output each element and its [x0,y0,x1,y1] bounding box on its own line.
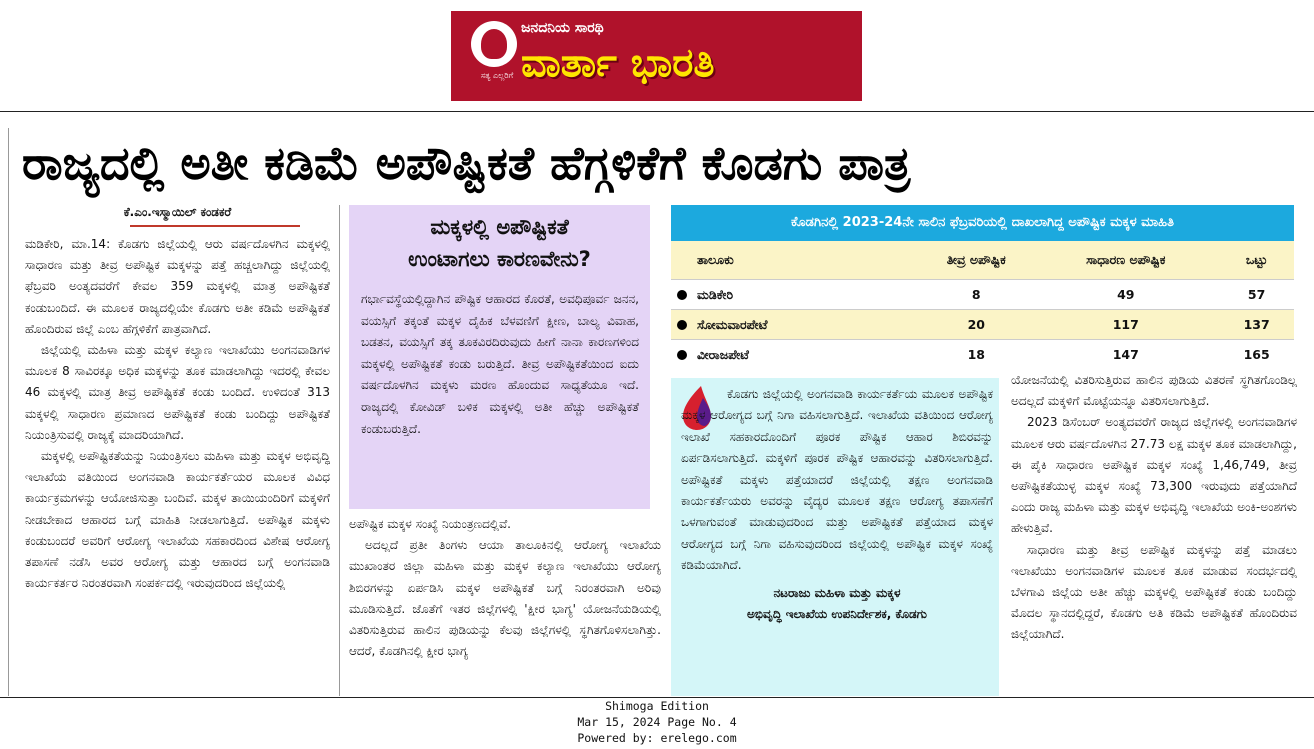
table-row [671,280,1294,310]
article-column-1 [25,234,330,696]
header-total: ಒಟ್ಟು [1219,241,1294,280]
paragraph: ಅದಲ್ಲದೆ ಪ್ರತೀ ತಿಂಗಳು ಆಯಾ ತಾಲೂಕಿನಲ್ಲಿ ಆರೋಗ್ಯ ಇಲಾಖೆಯ ಮುಖಾಂತರ ಜಿಲ್ಲಾ ಮಹಿಳಾ ಮತ್ತು ಮಕ್ಕಳ ಕಲ್ಯಾಣ ಇಲಾಖೆಯು ಆರೋಗ್ಯ ಶಿಬಿರಗಳನ್ನು ಏರ್ಪಡಿಸಿ ಮಕ್ಕಳ ಅಪೌಷ್ಟಿಕತೆ ಬಗ್ಗೆ ನಿರಂತರವಾಗಿ ಅರಿವು ಮೂಡಿಸುತ್ತಿದೆ. ಜೊತೆಗೆ ಇತರ ಜಿಲ್ಲೆಗಳಲ್ಲಿ 'ಕ್ಷೀರ ಭಾಗ್ಯ' ಯೋಜನೆಯಡಿಯಲ್ಲಿ ವಿತರಿಸುತ್ತಿರುವ ಹಾಲಿನ ಪುಡಿಯನ್ನು ಕೆಲವು ಜಿಲ್ಲೆಗಳಲ್ಲಿ ಸ್ಥಗಿತಗೊಳಿಸಲಾಗಿತ್ತು. ಆದರೆ, ಕೊಡಗಿನಲ್ಲಿ ಕ್ಷೀರ ಭಾಗ್ಯ [349,538,661,659]
table-title: ಕೊಡಗಿನಲ್ಲಿ 2023-24ನೇ ಸಾಲಿನ ಫೆಬ್ರವರಿಯಲ್ಲಿ ದಾಖಲಾಗಿದ್ದ ಅಪೌಷ್ಟಿಕ ಮಕ್ಕಳ ಮಾಹಿತಿ [671,205,1294,241]
masthead-tagline: ಜನದನಿಯ ಸಾರಥಿ [521,20,604,36]
quote-body: ಕೊಡಗು ಜಿಲ್ಲೆಯಲ್ಲಿ ಅಂಗನವಾಡಿ ಕಾರ್ಯಕರ್ತೆಯ ಮೂಲಕ ಅಪೌಷ್ಟಿಕ ಮಕ್ಕಳ ಆರೋಗ್ಯದ ಬಗ್ಗೆ ನಿಗಾ ವಹಿಸಲಾಗುತ್ತಿದೆ. ಇಲಾಖೆಯ ವತಿಯಿಂದ ಆರೋಗ್ಯ ಇಲಾಖೆ ಸಹಕಾರದೊಂದಿಗೆ ಪೂರಕ ಪೌಷ್ಟಿಕ ಆಹಾರ ಶಿಬಿರವನ್ನು ಏರ್ಪಡಿಸಲಾಗುತ್ತಿದೆ. ಮಕ್ಕಳಿಗೆ ಪೂರಕ ಪೌಷ್ಟಿಕ ಆಹಾರವನ್ನು ವಿತರಿಸಲಾಗುತ್ತಿದೆ. ಅಪೌಷ್ಟಿಕತೆ ಮಕ್ಕಳು ಪತ್ತೆಯಾದರೆ ಜಿಲ್ಲೆಯಲ್ಲಿ ತಕ್ಷಣ ಅಂಗನವಾಡಿ ಕಾರ್ಯಕರ್ತೆಯರು ಅವರನ್ನು ವೈದ್ಯರ ಮೂಲಕ ತಕ್ಷಣ ಆರೋಗ್ಯ ತಪಾಸಣೆಗೆ ಒಳಗಾಗುವಂತೆ ಮಾಡುವುದರಿಂದ ಮತ್ತು ಅಪೌಷ್ಟಿಕತೆ ಪತ್ತೆಯಾದ ಮಕ್ಕಳ ಆರೋಗ್ಯದ ಬಗ್ಗೆ ನಿಗಾ ವಹಿಸುವುದರಿಂದ ಜಿಲ್ಲೆಯಲ್ಲಿ ಅಪೌಷ್ಟಿಕ ಮಕ್ಕಳ ಸಂಖ್ಯೆ ಕಡಿಮೆಯಾಗಿದೆ. [681,387,993,573]
paragraph: ಜಿಲ್ಲೆಯಲ್ಲಿ ಮಹಿಳಾ ಮತ್ತು ಮಕ್ಕಳ ಕಲ್ಯಾಣ ಇಲಾಖೆಯು ಅಂಗನವಾಡಿಗಳ ಮೂಲಕ 8 ಸಾವಿರಕ್ಕೂ ಅಧಿಕ ಮಕ್ಕಳನ್ನು ತೂಕ ಮಾಡಲಾಗಿದ್ದು ಇದರಲ್ಲಿ ಕೇವಲ 46 ಮಕ್ಕಳಲ್ಲಿ ಮಾತ್ರ ತೀವ್ರ ಅಪೌಷ್ಟಿಕತೆ ಕಂಡು ಬಂದಿದೆ. ಉಳಿದಂತೆ 313 ಮಕ್ಕಳಲ್ಲಿ ಸಾಧಾರಣ ಪ್ರಮಾಣದ ಅಪೌಷ್ಟಿಕತೆ ಕಂಡು ಬಂದಿದ್ದು ಅಪೌಷ್ಟಿಕತೆ ನಿಯಂತ್ರಿಸುವಲ್ಲಿ ರಾಜ್ಯಕ್ಕೆ ಮಾದರಿಯಾಗಿದೆ. [25,343,330,442]
masthead-title: ವಾರ್ತಾ ಭಾರತಿ [521,40,715,86]
logo-tagline: ಸತ್ಯ ಎಲ್ಲರಿಗೆ [480,71,514,80]
row-total: 57 [1247,287,1266,302]
header-taluk: ತಾಲೂಕು [671,241,920,280]
table-header-row [671,241,1294,280]
row-taluk: ಮಡಿಕೇರಿ [697,286,734,302]
quote-signature-line1: ನಟರಾಜು ಮಹಿಳಾ ಮತ್ತು ಮಕ್ಕಳ [773,585,901,600]
page-footer [0,698,1314,746]
row-total: 137 [1243,317,1270,332]
malnutrition-table [671,205,1294,365]
bullet-icon [677,290,687,300]
paragraph: ಮಡಿಕೇರಿ, ಮಾ.14: ಕೊಡಗು ಜಿಲ್ಲೆಯಲ್ಲಿ ಆರು ವರ್ಷದೊಳಗಿನ ಮಕ್ಕಳಲ್ಲಿ ಸಾಧಾರಣ ಮತ್ತು ತೀವ್ರ ಅಪೌಷ್ಟಿಕ ಮಕ್ಕಳನ್ನು ಪತ್ತೆ ಹಚ್ಚಲಾಗಿದ್ದು ಜಿಲ್ಲೆಯಲ್ಲಿ ಫೆಬ್ರವರಿ ಅಂತ್ಯದವರೆಗೆ ಕೇವಲ 359 ಮಕ್ಕಳಲ್ಲಿ ಮಾತ್ರ ಅಪೌಷ್ಟಿಕತೆ ಕಂಡುಬಂದಿದೆ. ಈ ಮೂಲಕ ರಾಜ್ಯದಲ್ಲಿಯೇ ಕೊಡಗು ಅತೀ ಕಡಿಮೆ ಅಪೌಷ್ಟಿಕತೆ ಹೊಂದಿರುವ ಜಿಲ್ಲೆ ಎಂಬ ಹೆಗ್ಗಳಿಕೆಗೆ ಪಾತ್ರವಾಗಿದೆ. [25,237,330,336]
paragraph: ಸಾಧಾರಣ ಮತ್ತು ತೀವ್ರ ಅಪೌಷ್ಟಿಕ ಮಕ್ಕಳನ್ನು ಪತ್ತೆ ಮಾಡಲು ಇಲಾಖೆಯು ಅಂಗನವಾಡಿಗಳ ಮೂಲಕ ತೂಕ ಮಾಡುವ ಸಂದರ್ಭದಲ್ಲಿ ಬೆಳಗಾವಿ ಜಿಲ್ಲೆಯ ಅತೀ ಹೆಚ್ಚು ಮಕ್ಕಳಲ್ಲಿ ಅಪೌಷ್ಟಿಕತೆ ಕಂಡು ಬಂದಿದ್ದು ಮೊದಲ ಸ್ಥಾನದಲ್ಲಿದ್ದರೆ, ಕೊಡಗು ಅತಿ ಕಡಿಮೆ ಅಪೌಷ್ಟಿಕತೆ ಹೊಂದಿರುವ ಜಿಲ್ಲೆಯಾಗಿದೆ. [1011,542,1297,642]
row-severe: 20 [967,317,985,332]
paragraph: ಯೋಜನೆಯಲ್ಲಿ ವಿತರಿಸುತ್ತಿರುವ ಹಾಲಿನ ಪುಡಿಯ ವಿತರಣೆ ಸ್ಥಗಿತಗೊಂಡಿಲ್ಲ ಅದಲ್ಲದೆ ಮಕ್ಕಳಿಗೆ ಮೊಟ್ಟೆಯನ್ನೂ ವಿತರಿಸಲಾಗುತ್ತಿದೆ. [1011,373,1297,409]
row-taluk: ಸೋಮವಾರಪೇಟೆ [697,316,768,332]
headline: ರಾಜ್ಯದಲ್ಲಿ ಅತೀ ಕಡಿಮೆ ಅಪೌಷ್ಟಿಕತೆ ಹೆಗ್ಗಳಿಕೆಗೆ ಕೊಡಗು ಪಾತ್ರ [22,136,911,190]
header-moderate: ಸಾಧಾರಣ ಅಪೌಷ್ಟಿಕ [1032,241,1219,280]
row-moderate: 49 [1117,287,1135,302]
row-moderate: 147 [1112,347,1139,362]
sidebar-title-line1: ಮಕ್ಕಳಲ್ಲಿ ಅಪೌಷ್ಟಿಕತೆ [430,215,569,239]
bullet-icon [677,350,687,360]
paragraph: ಮಕ್ಕಳಲ್ಲಿ ಅಪೌಷ್ಟಿಕತೆಯನ್ನು ನಿಯಂತ್ರಿಸಲು ಮಹಿಳಾ ಮತ್ತು ಮಕ್ಕಳ ಅಭಿವೃದ್ಧಿ ಇಲಾಖೆಯ ವತಿಯಿಂದ ಅಂಗನವಾಡಿ ಕಾರ್ಯಕರ್ತೆಯರ ಮೂಲಕ ವಿವಿಧ ಕಾರ್ಯಕ್ರಮಗಳನ್ನು ಆಯೋಜಿಸುತ್ತಾ ಬಂದಿವೆ. ಮಕ್ಕಳ ತಾಯಿಯಂದಿರಿಗೆ ಮಕ್ಕಳಿಗೆ ನೀಡಬೇಕಾದ ಆಹಾರದ ಬಗ್ಗೆ ಮಾಹಿತಿ ನೀಡಲಾಗುತ್ತಿದೆ. ಅಪೌಷ್ಟಿಕ ಮಕ್ಕಳು ಕಂಡುಬಂದರೆ ಅವರಿಗೆ ಆರೋಗ್ಯ ಇಲಾಖೆಯ ಸಹಕಾರದಿಂದ ವಿಶೇಷ ಆರೋಗ್ಯ ತಪಾಸಣೆ ನಡೆಸಿ ಅವರ ಆರೋಗ್ಯ ಮತ್ತು ಆಹಾರದ ಬಗ್ಗೆ ಅಂಗನವಾಡಿ ಕಾರ್ಯಕರ್ತರ ನಿರಂತರವಾಗಿ ಸಂಪರ್ಕದಲ್ಲಿ ಇರುವುದರಿಂದ ಜಿಲ್ಲೆಯಲ್ಲಿ [25,449,330,591]
data-table [671,241,1294,369]
header-severe: ತೀವ್ರ ಅಪೌಷ್ಟಿಕ [920,241,1032,280]
paragraph: ಅಪೌಷ್ಟಿಕ ಮಕ್ಕಳ ಸಂಖ್ಯೆ ನಿಯಂತ್ರಣದಲ್ಲಿವೆ. [349,517,511,531]
row-total: 165 [1243,347,1270,362]
byline-underline [130,225,300,227]
quote-box [671,378,999,696]
quote-signature-line2: ಅಭಿವೃದ್ಧಿ ಇಲಾಖೆಯ ಉಪನಿರ್ದೇಶಕ, ಕೊಡಗು [746,607,927,622]
logo-emblem [471,21,517,67]
top-divider [0,111,1314,112]
table-row [671,340,1294,370]
sidebar-body: ಗರ್ಭಾವಸ್ಥೆಯಲ್ಲಿದ್ದಾಗಿನ ಪೌಷ್ಟಿಕ ಆಹಾರದ ಕೊರತೆ, ಅವಧಿಪೂರ್ವ ಜನನ, ವಯಸ್ಸಿಗೆ ತಕ್ಕಂತೆ ಮಕ್ಕಳ ದೈಹಿಕ ಬೆಳವಣಿಗೆ ಕ್ಷೀಣ, ಬಾಲ್ಯ ವಿವಾಹ, ಬಡತನ, ವಯಸ್ಸಿಗೆ ತಕ್ಕ ತೂಕವಿರದಿರುವುದು ಹೀಗೆ ನಾನಾ ಕಾರಣಗಳಿಂದ ಮಕ್ಕಳಲ್ಲಿ ಅಪೌಷ್ಟಿಕತೆ ಕಂಡು ಬರುತ್ತಿದೆ. ತೀವ್ರ ಅಪೌಷ್ಟಿಕತೆಯಿಂದ ಐದು ವರ್ಷದೊಳಗಿನ ಮಕ್ಕಳು ಮರಣ ಹೊಂದುವ ಸಾಧ್ಯತೆಯೂ ಇದೆ. ರಾಜ್ಯದಲ್ಲಿ ಕೋವಿಡ್ ಬಳಿಕ ಮಕ್ಕಳಲ್ಲಿ ಅತೀ ಹೆಚ್ಚು ಅಪೌಷ್ಟಿಕತೆ ಕಂಡುಬರುತ್ತಿದೆ. [361,292,639,436]
row-taluk: ವೀರಾಜಪೇಟೆ [697,346,749,362]
page-margin-line [8,128,9,696]
sidebar-title-line2: ಉಂಟಾಗಲು ಕಾರಣವೇನು? [408,247,591,271]
footer-powered-by: Powered by: erelego.com [577,731,737,745]
row-severe: 18 [967,347,985,362]
sidebar-box-causes [349,205,650,509]
byline: ಕೆ.ಎಂ.ಇಸ್ಮಾಯಿಲ್ ಕಂಡಕರೆ [123,205,232,219]
paragraph: 2023 ಡಿಸೆಂಬರ್ ಅಂತ್ಯದವರೆಗೆ ರಾಜ್ಯದ ಜಿಲ್ಲೆಗಳಲ್ಲಿ ಅಂಗನವಾಡಿಗಳ ಮೂಲಕ ಆರು ವರ್ಷದೊಳಗಿನ 27.73 ಲಕ್ಷ ಮಕ್ಕಳ ತೂಕ ಮಾಡಲಾಗಿದ್ದು, ಈ ಪೈಕಿ ಸಾಧಾರಣ ಅಪೌಷ್ಟಿಕ ಮಕ್ಕಳ ಸಂಖ್ಯೆ 1,46,749, ತೀವ್ರ ಅಪೌಷ್ಟಿಕತೆಯುಳ್ಳ ಮಕ್ಕಳ ಸಂಖ್ಯೆ 73,300 ಇರುವುದು ಪತ್ತೆಯಾಗಿದೆ ಎಂದು ರಾಜ್ಯ ಮಹಿಳಾ ಮತ್ತು ಮಕ್ಕಳ ಅಭಿವೃದ್ಧಿ ಇಲಾಖೆಯ ಅಂಕಿ-ಅಂಶಗಳು ಹೇಳುತ್ತಿವೆ. [1011,415,1297,536]
column-divider [339,205,340,696]
footer-date-page: Mar 15, 2024 Page No. 4 [577,715,737,729]
footer-edition: Shimoga Edition [605,699,709,713]
article-column-2 [349,514,661,696]
masthead-logo [451,11,862,101]
table-row [671,310,1294,340]
article-column-4 [1011,370,1297,696]
row-moderate: 117 [1112,317,1139,332]
bullet-icon [677,320,687,330]
row-severe: 8 [971,287,981,302]
